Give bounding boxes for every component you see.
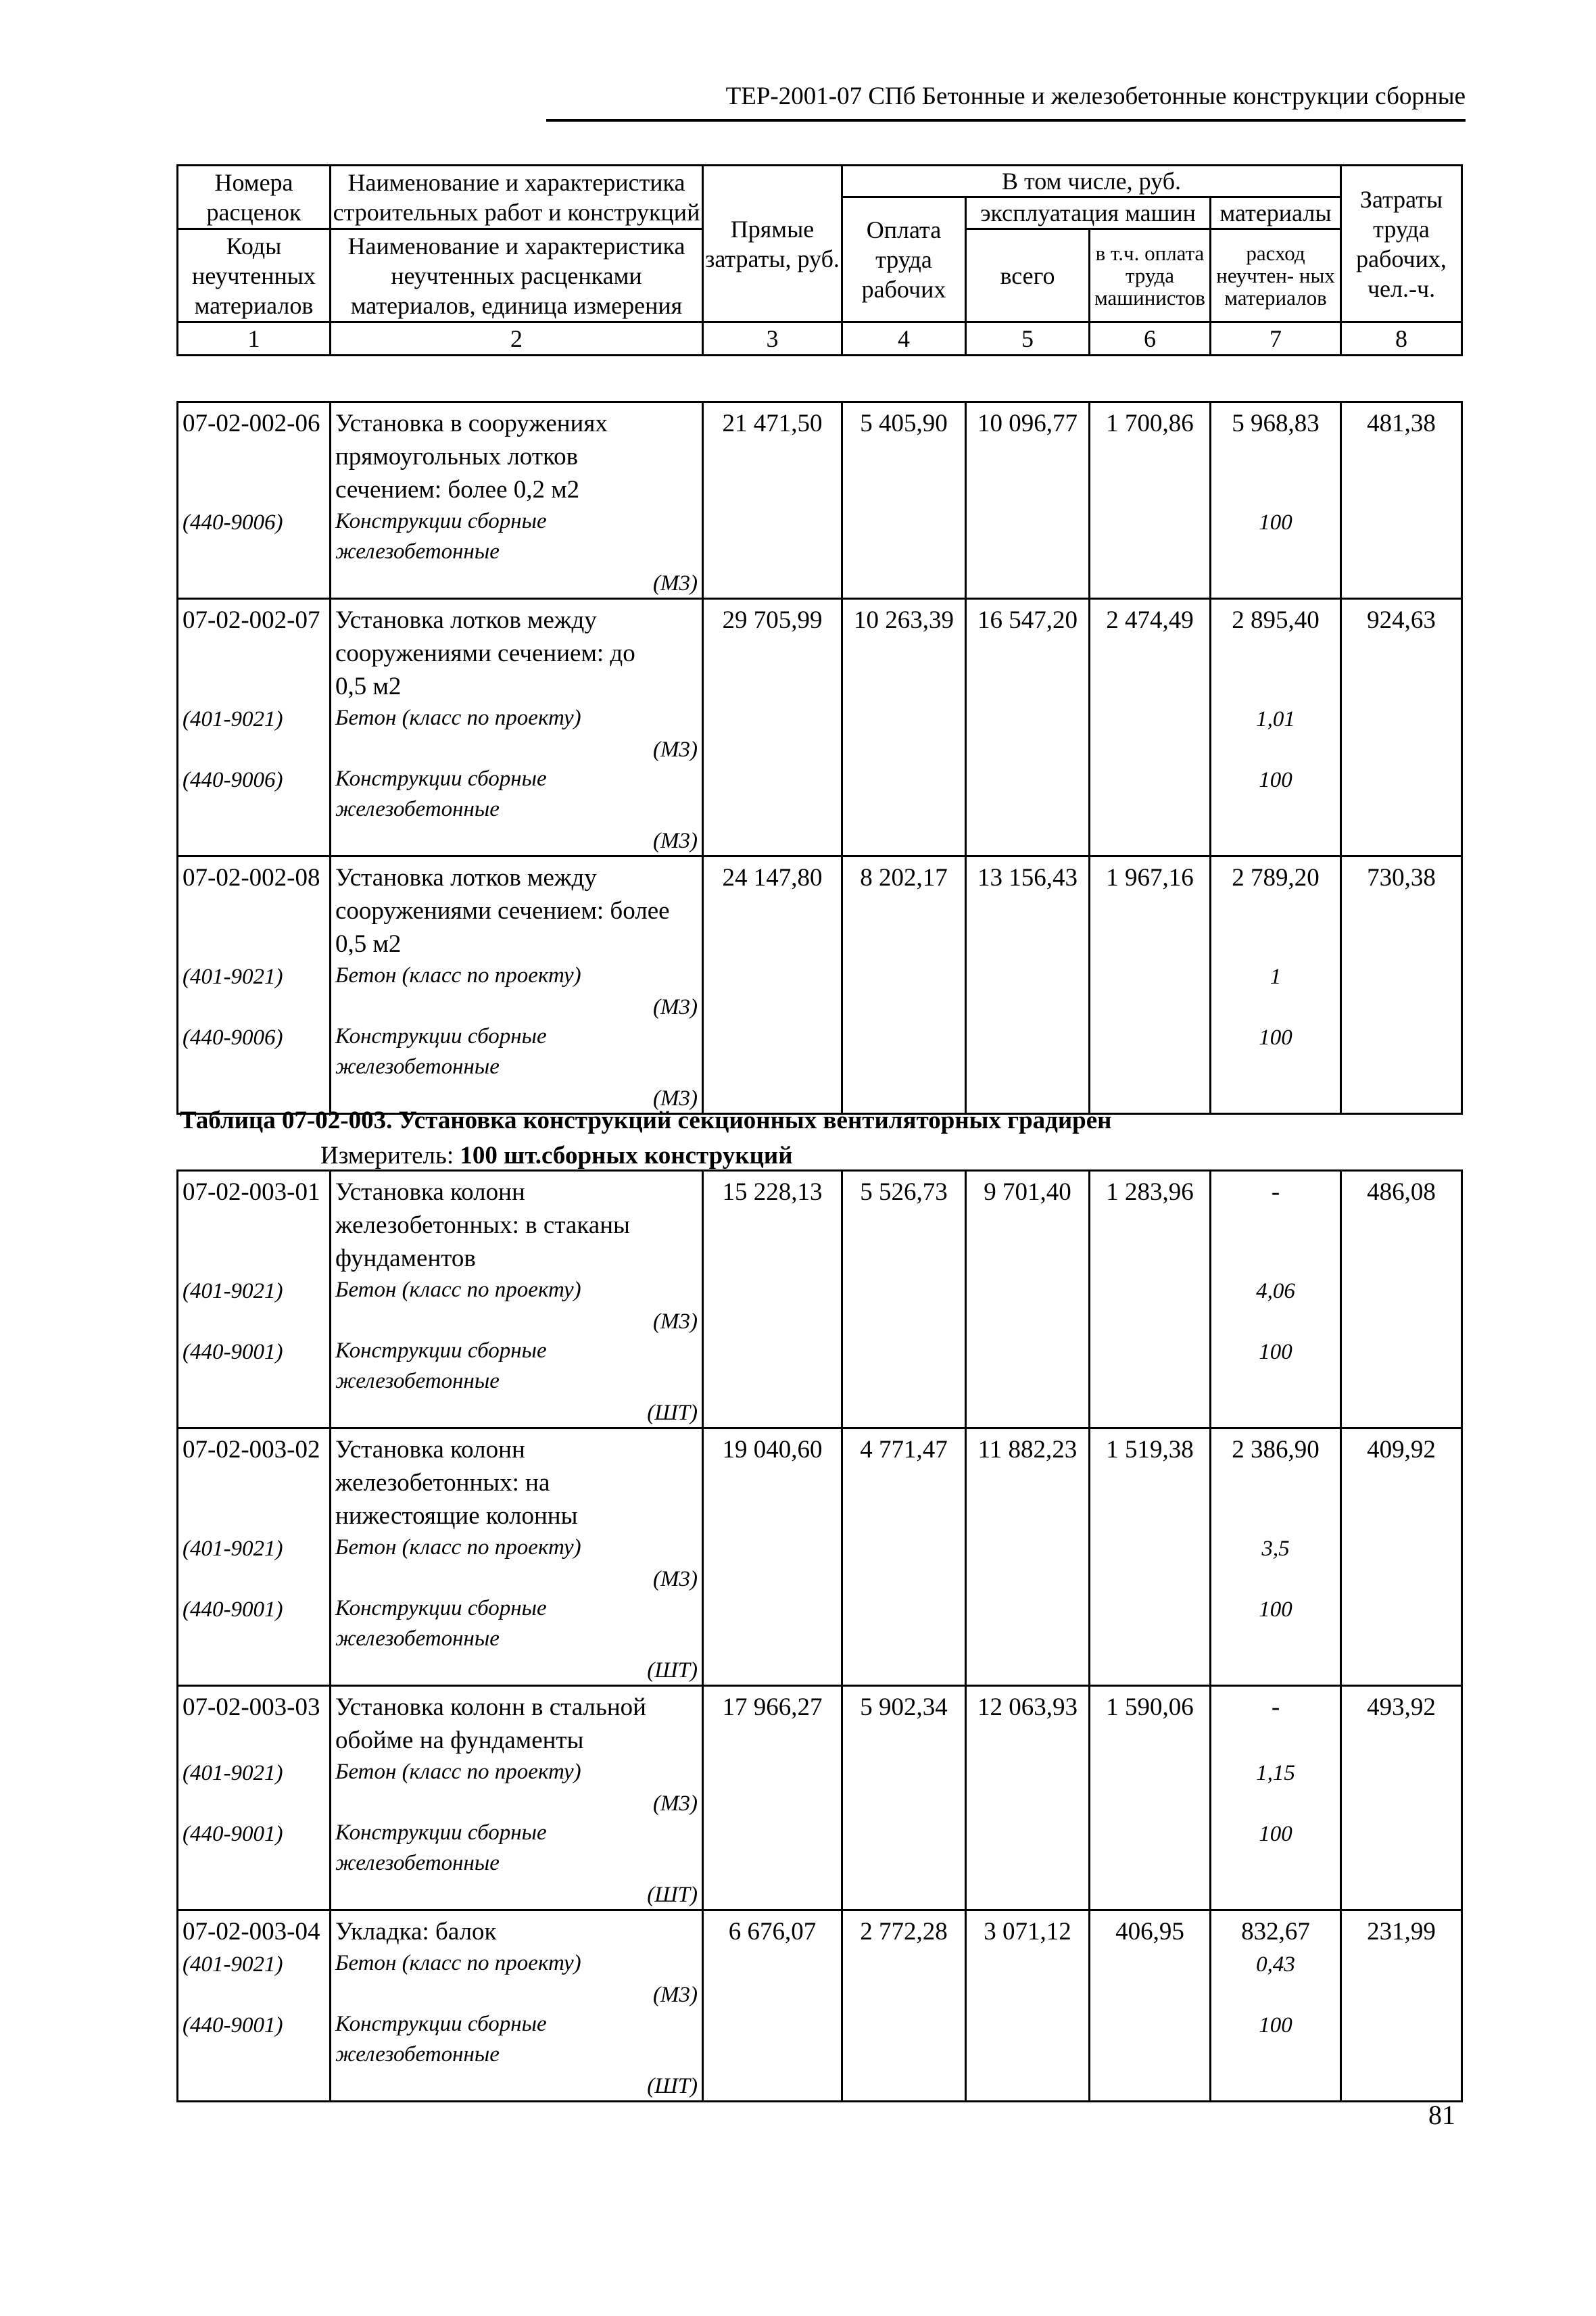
column-header-table [176,164,1463,356]
materials-value: 5 968,83 [1232,410,1320,437]
hours-value: 231,99 [1367,1918,1436,1946]
spacer [183,1879,325,1909]
spacer [1215,733,1336,764]
spacer [1215,1082,1336,1113]
spacer [1215,1242,1336,1275]
spacer [183,637,325,670]
work-name-cell [331,1910,703,2102]
spacer [1215,1397,1336,1427]
direct-cell [703,857,842,1114]
rate-code: 07-02-002-06 [183,410,320,437]
work-name-line: Установка колонн [335,1178,525,1206]
direct-cell [703,1428,842,1686]
spacer [1215,794,1336,825]
spacer [183,1499,325,1533]
spacer [1215,1366,1336,1397]
machines-value: 16 547,20 [977,606,1078,634]
labor-cell [842,402,966,599]
materials-cell [1211,1428,1341,1686]
spacer [183,1654,325,1685]
operators-cell [1090,1428,1211,1686]
spacer [1215,637,1336,670]
materials-cell [1211,857,1341,1114]
spacer [1215,567,1336,598]
material-name-line: железобетонные [335,1851,500,1875]
spacer [1215,1787,1336,1818]
material-unit: (ШТ) [647,2074,698,2098]
labor-value: 5 902,34 [860,1693,948,1721]
materials-cell [1211,599,1341,857]
labor-cell [842,1171,966,1428]
header-labor: Оплата труда рабочих [842,197,966,322]
operators-value: 406,95 [1115,1918,1184,1946]
machines-cell [966,1910,1090,2102]
work-name-line: Установка лотков между [335,864,597,892]
hours-cell [1341,1428,1462,1686]
hours-cell [1341,1686,1462,1910]
machines-value: 13 156,43 [977,864,1078,892]
hours-value: 924,63 [1367,606,1436,634]
material-name-line: железобетонные [335,2042,500,2067]
work-name-line: 0,5 м2 [335,930,402,958]
spacer [1215,1848,1336,1879]
spacer [183,1624,325,1654]
material-unit: (М3) [653,1983,698,2007]
material-unit: (М3) [653,995,698,1019]
material-code: (440-9006) [183,510,283,535]
material-name-line: Конструкции сборные [335,2012,547,2036]
material-name-line: Конструкции сборные [335,1338,547,1363]
material-unit: (ШТ) [647,1401,698,1425]
material-name-line: Бетон (класс по проекту) [335,1535,581,1560]
work-name-cell [331,1686,703,1910]
material-unit: (М3) [653,1309,698,1334]
spacer [183,927,325,961]
material-name-line: Бетон (класс по проекту) [335,1951,581,1975]
work-name-cell [331,857,703,1114]
spacer [1215,1624,1336,1654]
work-name-line: Укладка: балок [335,1918,497,1946]
rate-code: 07-02-002-07 [183,606,320,634]
spacer [183,894,325,927]
spacer [183,733,325,764]
spacer [183,991,325,1021]
spacer [1215,1879,1336,1909]
work-name-line: сооружениями сечением: более [335,897,670,925]
machines-cell [966,1171,1090,1428]
direct-value: 15 228,13 [722,1178,823,1206]
machines-value: 10 096,77 [977,410,1078,437]
materials-cell [1211,1910,1341,2102]
material-quantity: 4,06 [1256,1279,1295,1303]
material-code: (401-9021) [183,1761,283,1785]
rate-code: 07-02-003-02 [183,1436,320,1464]
material-code: (440-9001) [183,1340,283,1364]
spacer [1215,1563,1336,1593]
operators-cell [1090,1171,1211,1428]
direct-value: 29 705,99 [722,606,823,634]
rate-code: 07-02-003-04 [183,1918,320,1946]
spacer [1215,473,1336,506]
work-name-line: нижестоящие колонны [335,1502,578,1530]
material-name-line: Конструкции сборные [335,1024,547,1048]
machines-cell [966,1686,1090,1910]
operators-cell [1090,402,1211,599]
table-row [178,1171,1462,1428]
rate-code-cell [178,1171,331,1428]
rate-code-cell [178,599,331,857]
labor-cell [842,1910,966,2102]
work-name-line: Установка колонн [335,1436,525,1464]
material-quantity: 3,5 [1261,1537,1290,1561]
spacer [1215,1724,1336,1757]
column-number: 6 [1090,322,1211,356]
work-name-line: сечением: более 0,2 м2 [335,476,580,504]
direct-value: 6 676,07 [728,1918,817,1946]
header-materials: материалы [1211,197,1341,229]
work-name-line: 0,5 м2 [335,673,402,700]
column-number: 3 [703,322,842,356]
material-code: (440-9001) [183,1822,283,1846]
hours-cell [1341,402,1462,599]
header-machines-total: всего [966,229,1090,322]
hours-cell [1341,1171,1462,1428]
spacer [1215,1052,1336,1082]
hours-cell [1341,1910,1462,2102]
material-quantity: 1,15 [1256,1761,1295,1785]
spacer [183,1466,325,1499]
spacer [183,1242,325,1275]
material-quantity: 100 [1259,768,1292,792]
materials-value: - [1271,1178,1280,1206]
material-quantity: 100 [1259,1340,1292,1364]
rate-code: 07-02-003-03 [183,1693,320,1721]
spacer [1215,1654,1336,1685]
header-name-top: Наименование и характеристика строительных работ и конструкций [331,166,703,229]
material-name-line: железобетонные [335,1369,500,1393]
spacer [183,1563,325,1593]
material-quantity: 100 [1259,1822,1292,1846]
page-header: ТЕР-2001-07 СПб Бетонные и железобетонные конструкции сборные [546,81,1466,122]
hours-value: 486,08 [1367,1178,1436,1206]
spacer [1215,670,1336,703]
rates-table-07-02-003 [176,1169,1463,2102]
material-unit: (М3) [653,1086,698,1111]
material-quantity: 1,01 [1256,707,1295,731]
rate-code-cell [178,1910,331,2102]
material-code: (440-9006) [183,1026,283,1050]
material-code: (440-9001) [183,2013,283,2037]
machines-cell [966,402,1090,599]
hours-cell [1341,857,1462,1114]
operators-cell [1090,599,1211,857]
page-number: 81 [1428,2100,1455,2130]
spacer [1215,2070,1336,2100]
material-name-line: Конструкции сборные [335,1596,547,1620]
material-unit: (ШТ) [647,1883,698,1907]
material-code: (401-9021) [183,707,283,731]
work-name-line: фундаментов [335,1245,476,1272]
material-name-line: Бетон (класс по проекту) [335,1760,581,1784]
measurement-unit-value: 100 шт.сборных конструкций [460,1142,793,1169]
spacer [183,1787,325,1818]
work-name-line: сооружениями сечением: до [335,640,635,667]
header-operators: в т.ч. оплата труда машинистов [1090,229,1211,322]
spacer [183,794,325,825]
work-name-cell [331,1171,703,1428]
header-group: В том числе, руб. [842,166,1341,197]
materials-cell [1211,1686,1341,1910]
material-unit: (М3) [653,571,698,596]
operators-value: 1 967,16 [1106,864,1194,892]
work-name-cell [331,402,703,599]
spacer [1215,440,1336,473]
header-code-top: Номера расценок [178,166,331,229]
direct-cell [703,1171,842,1428]
table-row [178,1686,1462,1910]
rates-table-07-02-002 [176,401,1463,1115]
spacer [183,473,325,506]
operators-value: 1 700,86 [1106,410,1194,437]
work-name-cell [331,599,703,857]
material-unit: (М3) [653,1567,698,1591]
material-quantity: 1 [1269,965,1282,989]
operators-value: 1 519,38 [1106,1436,1194,1464]
header-code-bottom: Коды неучтенных материалов [178,229,331,322]
spacer [183,1366,325,1397]
header-hours: Затраты труда рабочих, чел.-ч. [1341,166,1462,322]
material-name-line: железобетонные [335,797,500,821]
materials-cell [1211,402,1341,599]
spacer [1215,1979,1336,2009]
material-quantity: 0,43 [1256,1952,1295,1977]
labor-value: 5 405,90 [860,410,948,437]
table-row [178,857,1462,1114]
material-name-line: Бетон (класс по проекту) [335,706,581,730]
column-number: 1 [178,322,331,356]
column-number: 8 [1341,322,1462,356]
materials-value: 2 386,90 [1232,1436,1320,1464]
rate-code-cell [178,1686,331,1910]
rate-code: 07-02-003-01 [183,1178,320,1206]
operators-value: 1 590,06 [1106,1693,1194,1721]
spacer [183,1305,325,1336]
material-code: (401-9021) [183,965,283,989]
materials-value: 832,67 [1241,1918,1310,1946]
spacer [1215,991,1336,1021]
spacer [183,2040,325,2070]
machines-value: 11 882,23 [977,1436,1078,1464]
material-name-line: Конструкции сборные [335,509,547,533]
spacer [1215,537,1336,567]
material-quantity: 100 [1259,1026,1292,1050]
work-name-cell [331,1428,703,1686]
spacer [183,537,325,567]
labor-value: 8 202,17 [860,864,948,892]
table-row [178,402,1462,599]
work-name-line: железобетонных: в стаканы [335,1211,630,1239]
material-name-line: Конструкции сборные [335,767,547,791]
spacer [183,1397,325,1427]
spacer [183,440,325,473]
material-name-line: железобетонные [335,1626,500,1651]
column-number: 5 [966,322,1090,356]
hours-value: 481,38 [1367,410,1436,437]
material-name-line: железобетонные [335,1055,500,1079]
hours-value: 409,92 [1367,1436,1436,1464]
hours-cell [1341,599,1462,857]
direct-value: 24 147,80 [722,864,823,892]
material-unit: (М3) [653,1791,698,1816]
spacer [1215,1305,1336,1336]
materials-value: - [1271,1693,1280,1721]
work-name-line: Установка в сооружениях [335,410,608,437]
direct-cell [703,599,842,857]
work-name-line: прямоугольных лотков [335,443,579,471]
direct-value: 19 040,60 [722,1436,823,1464]
material-name-line: Конструкции сборные [335,1820,547,1845]
materials-cell [1211,1171,1341,1428]
materials-value: 2 895,40 [1232,606,1320,634]
spacer [1215,2040,1336,2070]
spacer [183,2070,325,2100]
table-caption: Таблица 07-02-003. Установка конструкций секционных вентиляторных градирен [180,1107,1112,1134]
material-name-line: железобетонные [335,539,500,564]
machines-cell [966,1428,1090,1686]
labor-cell [842,1428,966,1686]
operators-value: 1 283,96 [1106,1178,1194,1206]
material-code: (401-9021) [183,1952,283,1977]
machines-cell [966,599,1090,857]
spacer [183,825,325,855]
labor-value: 4 771,47 [860,1436,948,1464]
work-name-line: обойме на фундаменты [335,1727,584,1754]
machines-value: 3 071,12 [984,1918,1071,1946]
spacer [183,1848,325,1879]
material-quantity: 100 [1259,510,1292,535]
material-quantity: 100 [1259,1597,1292,1622]
column-number: 4 [842,322,966,356]
material-name-line: Бетон (класс по проекту) [335,1278,581,1302]
machines-value: 12 063,93 [977,1693,1078,1721]
table-row [178,1910,1462,2102]
header-column-numbers [178,322,1462,356]
spacer [183,1724,325,1757]
spacer [1215,1209,1336,1242]
table-row [178,1428,1462,1686]
rate-code-cell [178,402,331,599]
material-unit: (М3) [653,829,698,853]
operators-value: 2 474,49 [1106,606,1194,634]
work-name-line: Установка колонн в стальной [335,1693,646,1721]
spacer [183,1209,325,1242]
labor-cell [842,599,966,857]
operators-cell [1090,1686,1211,1910]
labor-cell [842,857,966,1114]
spacer [183,1052,325,1082]
hours-value: 493,92 [1367,1693,1436,1721]
operators-cell [1090,857,1211,1114]
header-machines: эксплуатация машин [966,197,1211,229]
operators-cell [1090,1910,1211,2102]
spacer [1215,927,1336,961]
material-quantity: 100 [1259,2013,1292,2037]
spacer [1215,894,1336,927]
spacer [183,1979,325,2009]
spacer [183,670,325,703]
machines-cell [966,857,1090,1114]
rate-code-cell [178,1428,331,1686]
direct-cell [703,402,842,599]
machines-value: 9 701,40 [984,1178,1071,1206]
labor-value: 2 772,28 [860,1918,948,1946]
material-code: (401-9021) [183,1537,283,1561]
rate-code-cell [178,857,331,1114]
material-code: (440-9006) [183,768,283,792]
spacer [1215,825,1336,855]
header-name-bottom: Наименование и характеристика неучтенных расценками материалов, единица измерения [331,229,703,322]
labor-value: 5 526,73 [860,1178,948,1206]
work-name-line: железобетонных: на [335,1469,550,1497]
header-direct: Прямые затраты, руб. [703,166,842,322]
direct-value: 17 966,27 [722,1693,823,1721]
labor-cell [842,1686,966,1910]
labor-value: 10 263,39 [854,606,954,634]
rate-code: 07-02-002-08 [183,864,320,892]
column-number: 7 [1211,322,1341,356]
material-code: (401-9021) [183,1279,283,1303]
materials-value: 2 789,20 [1232,864,1320,892]
direct-cell [703,1910,842,2102]
direct-cell [703,1686,842,1910]
measurement-unit [320,1141,793,1170]
material-name-line: Бетон (класс по проекту) [335,963,581,988]
work-name-line: Установка лотков между [335,606,597,634]
header-unaccounted-materials: расход неучтен- ных материалов [1211,229,1341,322]
spacer [1215,1499,1336,1533]
material-unit: (М3) [653,738,698,762]
direct-value: 21 471,50 [722,410,823,437]
table-row [178,599,1462,857]
measurement-unit-label: Измеритель: [320,1142,454,1169]
spacer [1215,1466,1336,1499]
column-number: 2 [331,322,703,356]
material-unit: (ШТ) [647,1658,698,1683]
spacer [183,567,325,598]
material-code: (440-9001) [183,1597,283,1622]
hours-value: 730,38 [1367,864,1436,892]
